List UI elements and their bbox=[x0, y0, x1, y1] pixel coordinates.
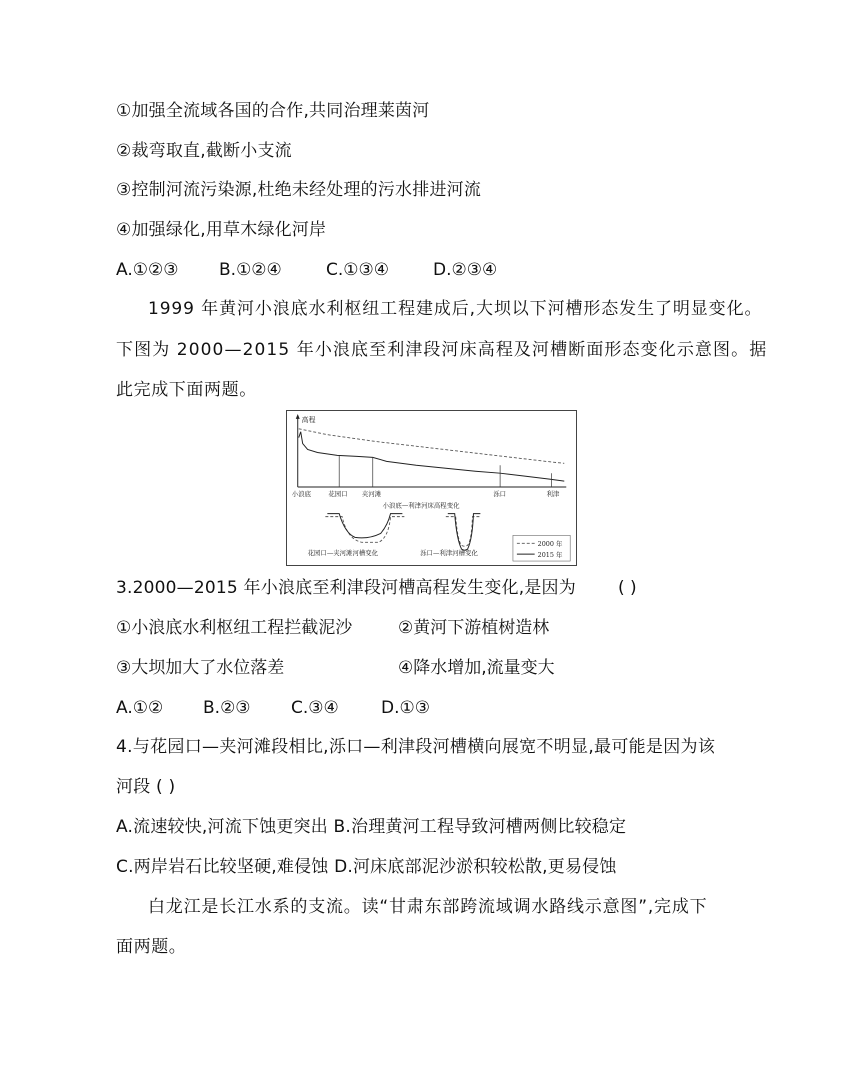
answer-choice-line: C.两岸岩石比较坚硬,难侵蚀 D.河床底部泥沙淤积较松散,更易侵蚀 bbox=[116, 857, 617, 877]
intro-paragraph-line: 1999 年黄河小浪底水利枢纽工程建成后,大坝以下河槽形态发生了明显变化。 bbox=[148, 299, 763, 319]
intro-paragraph-line: 面两题。 bbox=[116, 937, 187, 957]
answer-choice: C.③④ bbox=[291, 698, 339, 718]
station-label: 泺口 bbox=[493, 489, 507, 498]
y-axis-label: 高程 bbox=[301, 415, 316, 424]
station-label: 夹河滩 bbox=[361, 489, 382, 498]
list-item: ④降水增加,流量变大 bbox=[398, 658, 555, 678]
intro-paragraph-line: 下图为 2000—2015 年小浪底至利津段河床高程及河槽断面形态变化示意图。据 bbox=[116, 340, 768, 360]
list-item: ③控制河流污染源,杜绝未经处理的污水排进河流 bbox=[116, 180, 482, 200]
answer-choice: D.①③ bbox=[381, 698, 430, 718]
question-stem: 河段 ( ) bbox=[116, 777, 176, 797]
station-label: 小浪底 bbox=[291, 489, 312, 498]
profile-2015-line bbox=[299, 432, 565, 481]
section2-caption: 泺口—利津河槽变化 bbox=[420, 549, 478, 558]
question-stem: 3.2000—2015 年小浪底至利津段河槽高程发生变化,是因为 bbox=[116, 578, 576, 598]
intro-paragraph-line: 白龙江是长江水系的支流。读“甘肃东部跨流域调水路线示意图”,完成下 bbox=[148, 897, 708, 917]
list-item: ①小浪底水利枢纽工程拦截泥沙 bbox=[116, 618, 353, 638]
list-item: ②裁弯取直,截断小支流 bbox=[116, 141, 292, 161]
station-label: 利津 bbox=[546, 489, 560, 498]
answer-choice: B.①②④ bbox=[219, 260, 282, 280]
profile-2000-line bbox=[299, 429, 565, 464]
answer-bracket: ( ) bbox=[618, 578, 637, 598]
legend-label: 2000 年 bbox=[537, 540, 563, 549]
legend-label: 2015 年 bbox=[537, 551, 563, 560]
station-label: 花园口 bbox=[328, 489, 348, 498]
intro-paragraph-line: 此完成下面两题。 bbox=[116, 380, 257, 400]
question-stem: 4.与花园口—夹河滩段相比,泺口—利津段河槽横向展宽不明显,最可能是因为该 bbox=[116, 737, 716, 757]
list-item: ③大坝加大了水位落差 bbox=[116, 658, 285, 678]
section1-2000-line bbox=[325, 517, 404, 543]
y-axis-arrow-icon bbox=[296, 414, 300, 419]
section1-caption: 花园口—夹河滩河槽变化 bbox=[307, 549, 379, 558]
answer-choice: A.①②③ bbox=[116, 260, 179, 280]
answer-choice: C.①③④ bbox=[326, 260, 389, 280]
section2-2015-line bbox=[448, 514, 481, 551]
answer-choice-line: A.流速较快,河流下蚀更突出 B.治理黄河工程导致河槽两侧比较稳定 bbox=[116, 817, 627, 837]
section2-2000-line bbox=[446, 517, 482, 547]
answer-choice: D.②③④ bbox=[433, 260, 498, 280]
section1-2015-line bbox=[327, 514, 402, 538]
profile-caption: 小浪底—利津河床高程变化 bbox=[382, 501, 460, 510]
answer-choice: B.②③ bbox=[203, 698, 251, 718]
answer-choice: A.①② bbox=[116, 698, 164, 718]
list-item: ①加强全流域各国的合作,共同治理莱茵河 bbox=[116, 101, 430, 121]
list-item: ④加强绿化,用草木绿化河岸 bbox=[116, 220, 327, 240]
list-item: ②黄河下游植树造林 bbox=[398, 618, 550, 638]
riverbed-elevation-figure bbox=[286, 410, 577, 566]
